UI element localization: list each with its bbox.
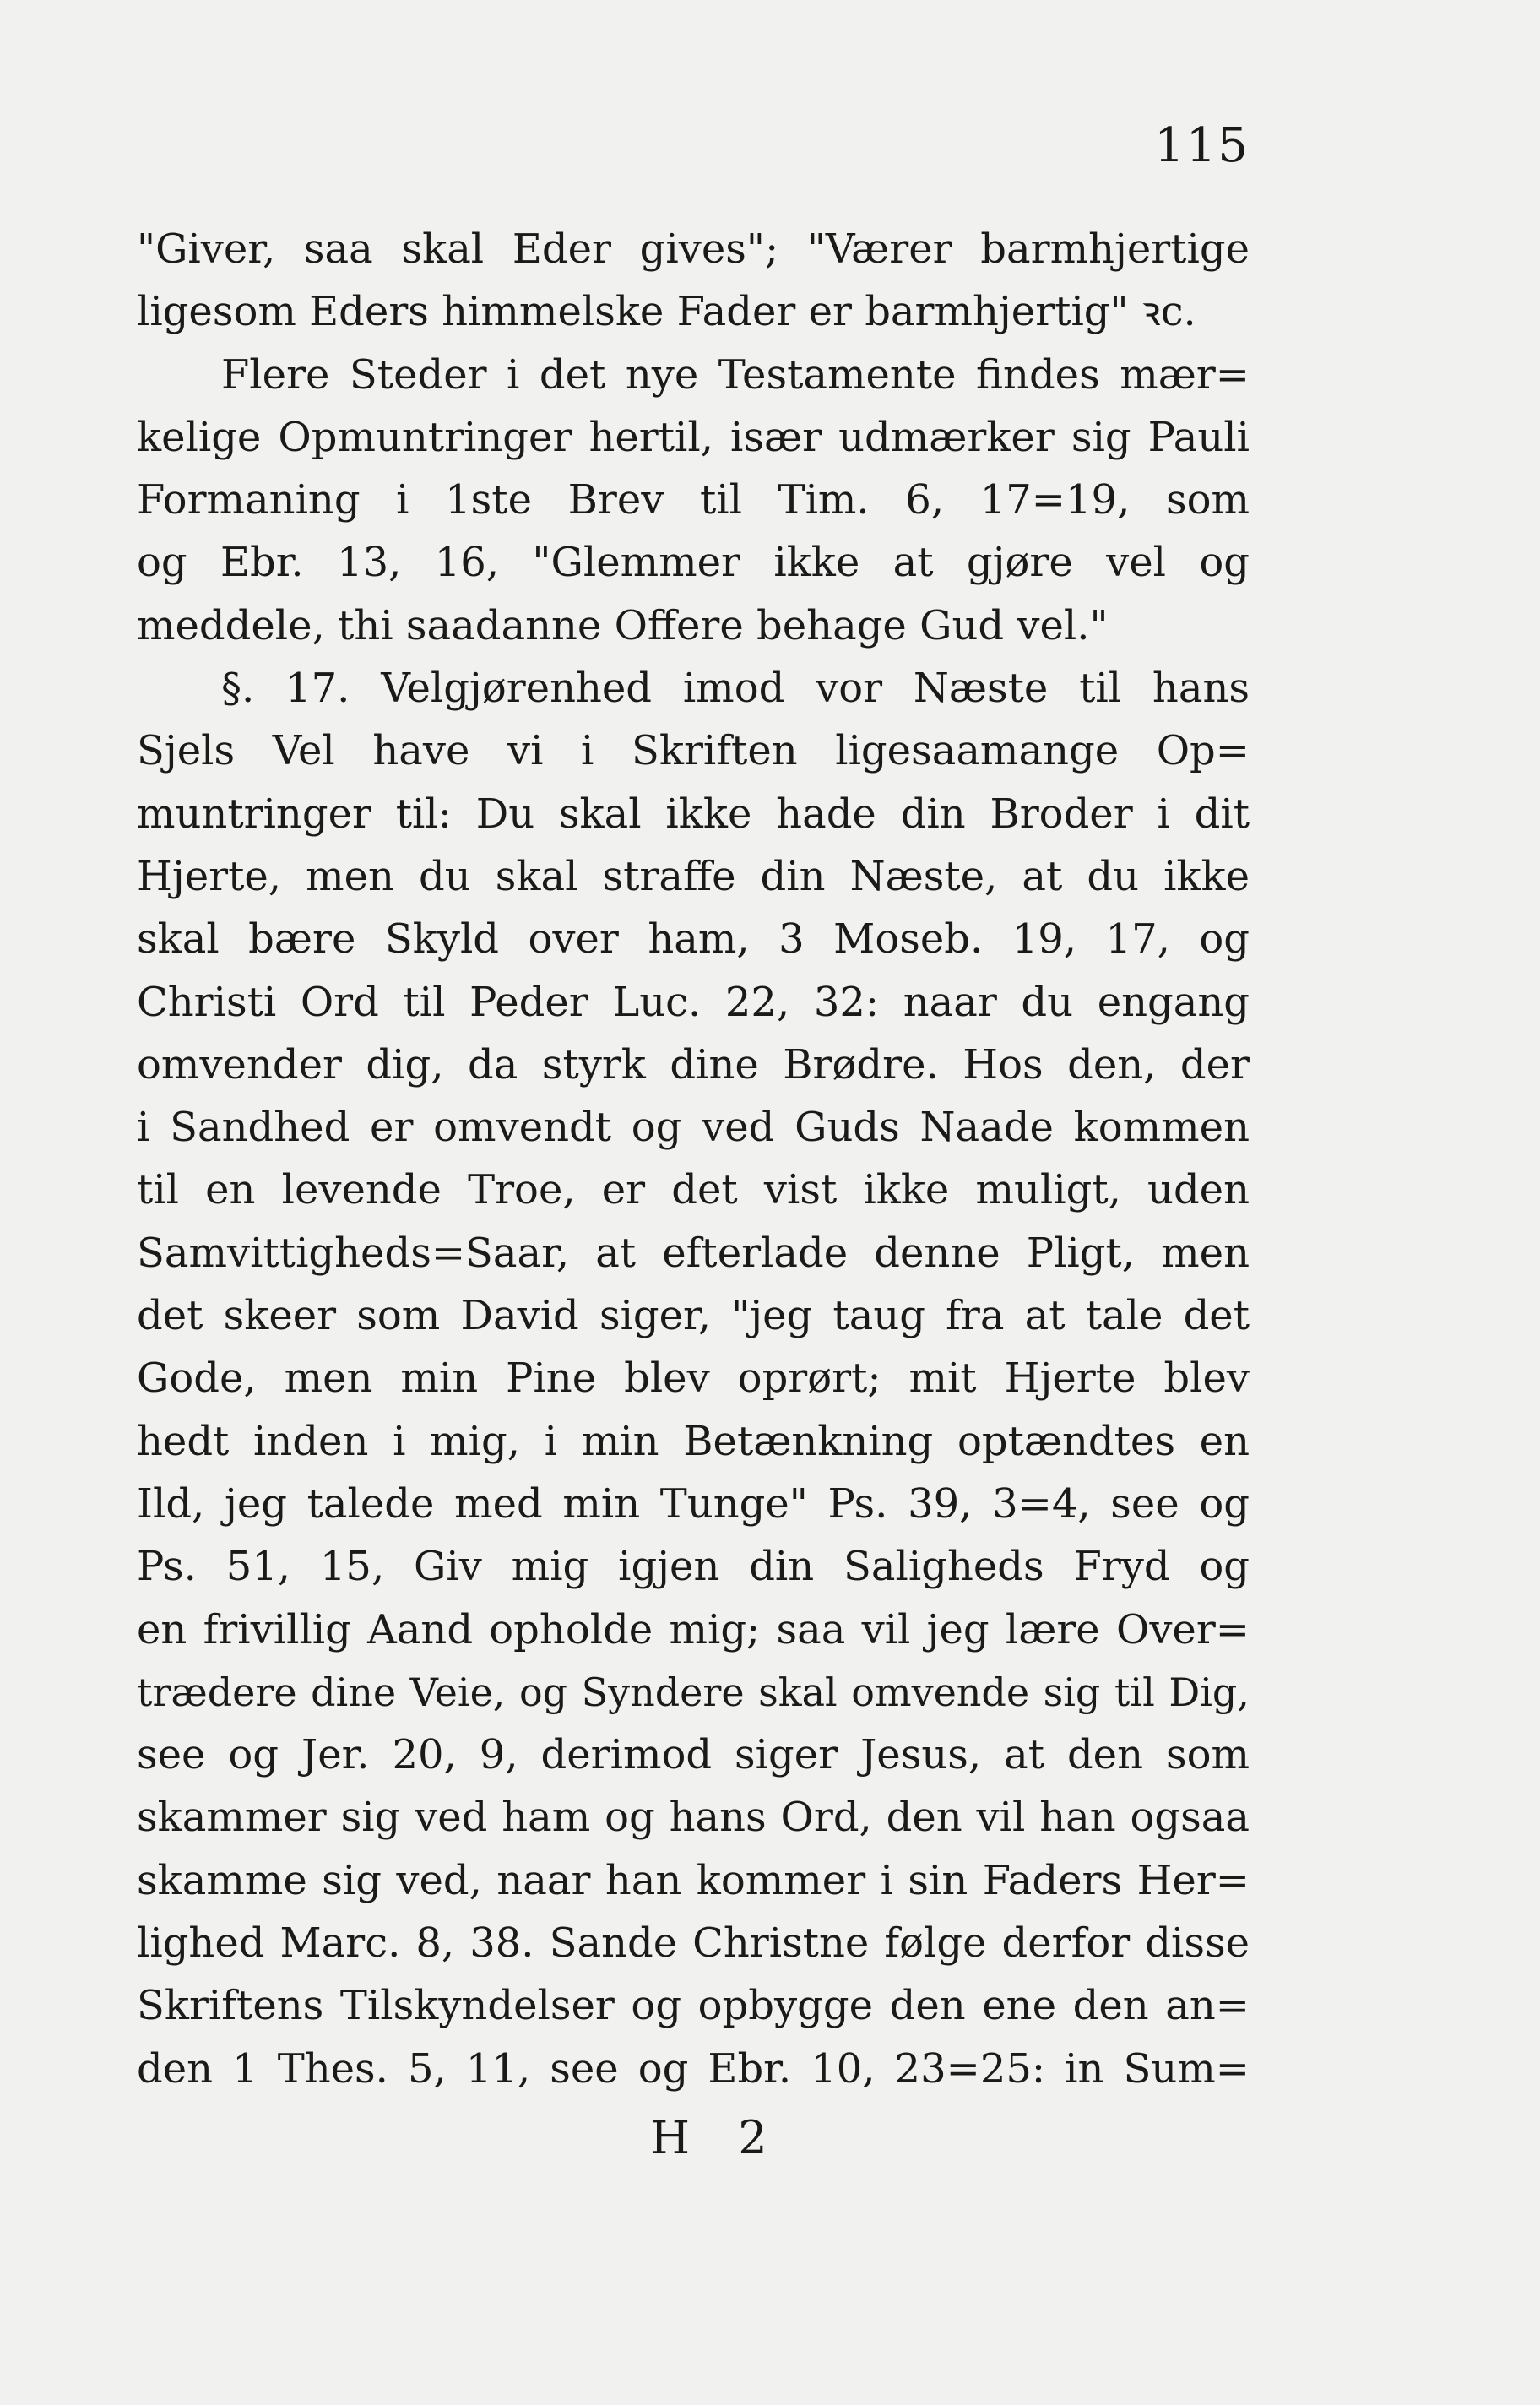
text-line: i Sandhed er omvendt og ved Guds Naade kommen [137,1104,1250,1152]
text-line: Sjels Vel have vi i Skriften ligesaamange Op= [137,727,1250,775]
text-line: en frivillig Aand opholde mig; saa vil jeg lære Over= [137,1605,1250,1653]
text-line: skamme sig ved, naar han kommer i sin Faders Her= [137,1856,1250,1904]
text-line: til en levende Troe, er det vist ikke muligt, uden [137,1166,1250,1214]
text-line: trædere dine Veie, og Syndere skal omvende sig til Dig, [137,1669,1250,1715]
text-line: den 1 Thes. 5, 11, see og Ebr. 10, 23=25: in Sum= [137,2044,1250,2093]
text-line: og Ebr. 13, 16, "Glemmer ikke at gjøre vel og [137,539,1250,587]
text-line: muntringer til: Du skal ikke hade din Broder i dit [137,790,1250,838]
text-line: Hjerte, men du skal straffe din Næste, at du ikke [137,852,1250,900]
text-line: ligesom Eders himmelske Fader er barmhjertig" ꝛc. [137,288,1196,336]
text-line: §. 17. Velgjørenhed imod vor Næste til hans [221,665,1250,713]
text-line: lighed Marc. 8, 38. Sande Christne følge derfor disse [137,1919,1250,1968]
text-line: Skriftens Tilskyndelser og opbygge den ene den an= [137,1982,1250,2030]
text-line: Flere Steder i det nye Testamente findes mær= [221,350,1250,399]
text-line: Gode, men min Pine blev oprørt; mit Hjerte blev [137,1355,1250,1403]
text-line: skammer sig ved ham og hans Ord, den vil han ogsaa [137,1794,1250,1842]
text-line: kelige Opmuntringer hertil, især udmærker sig Pauli [137,413,1250,461]
text-line: Christi Ord til Peder Luc. 22, 32: naar du engang [137,978,1250,1026]
text-line: det skeer som David siger, "jeg taug fra at tale det [137,1292,1250,1340]
page-number: 115 [1154,118,1250,173]
text-line: meddele, thi saadanne Offere behage Gud vel." [137,601,1109,649]
body-text [137,218,1250,2100]
text-line: hedt inden i mig, i min Betænkning optændtes en [137,1417,1250,1465]
text-line: omvender dig, da styrk dine Brødre. Hos den, der [137,1040,1250,1088]
text-line: Ps. 51, 15, Giv mig igjen din Saligheds Fryd og [137,1543,1250,1591]
signature-mark: H 2 [650,2111,784,2164]
text-line: Ild, jeg talede med min Tunge" Ps. 39, 3=4, see og [137,1479,1250,1528]
text-line: "Giver, saa skal Eder gives"; "Værer barmhjertige [137,225,1250,273]
text-line: see og Jer. 20, 9, derimod siger Jesus, at den som [137,1731,1250,1779]
text-line: skal bære Skyld over ham, 3 Moseb. 19, 17, og [137,915,1250,964]
text-line: Samvittigheds=Saar, at efterlade denne Pligt, men [137,1229,1250,1277]
text-line: Formaning i 1ste Brev til Tim. 6, 17=19, som [137,476,1250,524]
